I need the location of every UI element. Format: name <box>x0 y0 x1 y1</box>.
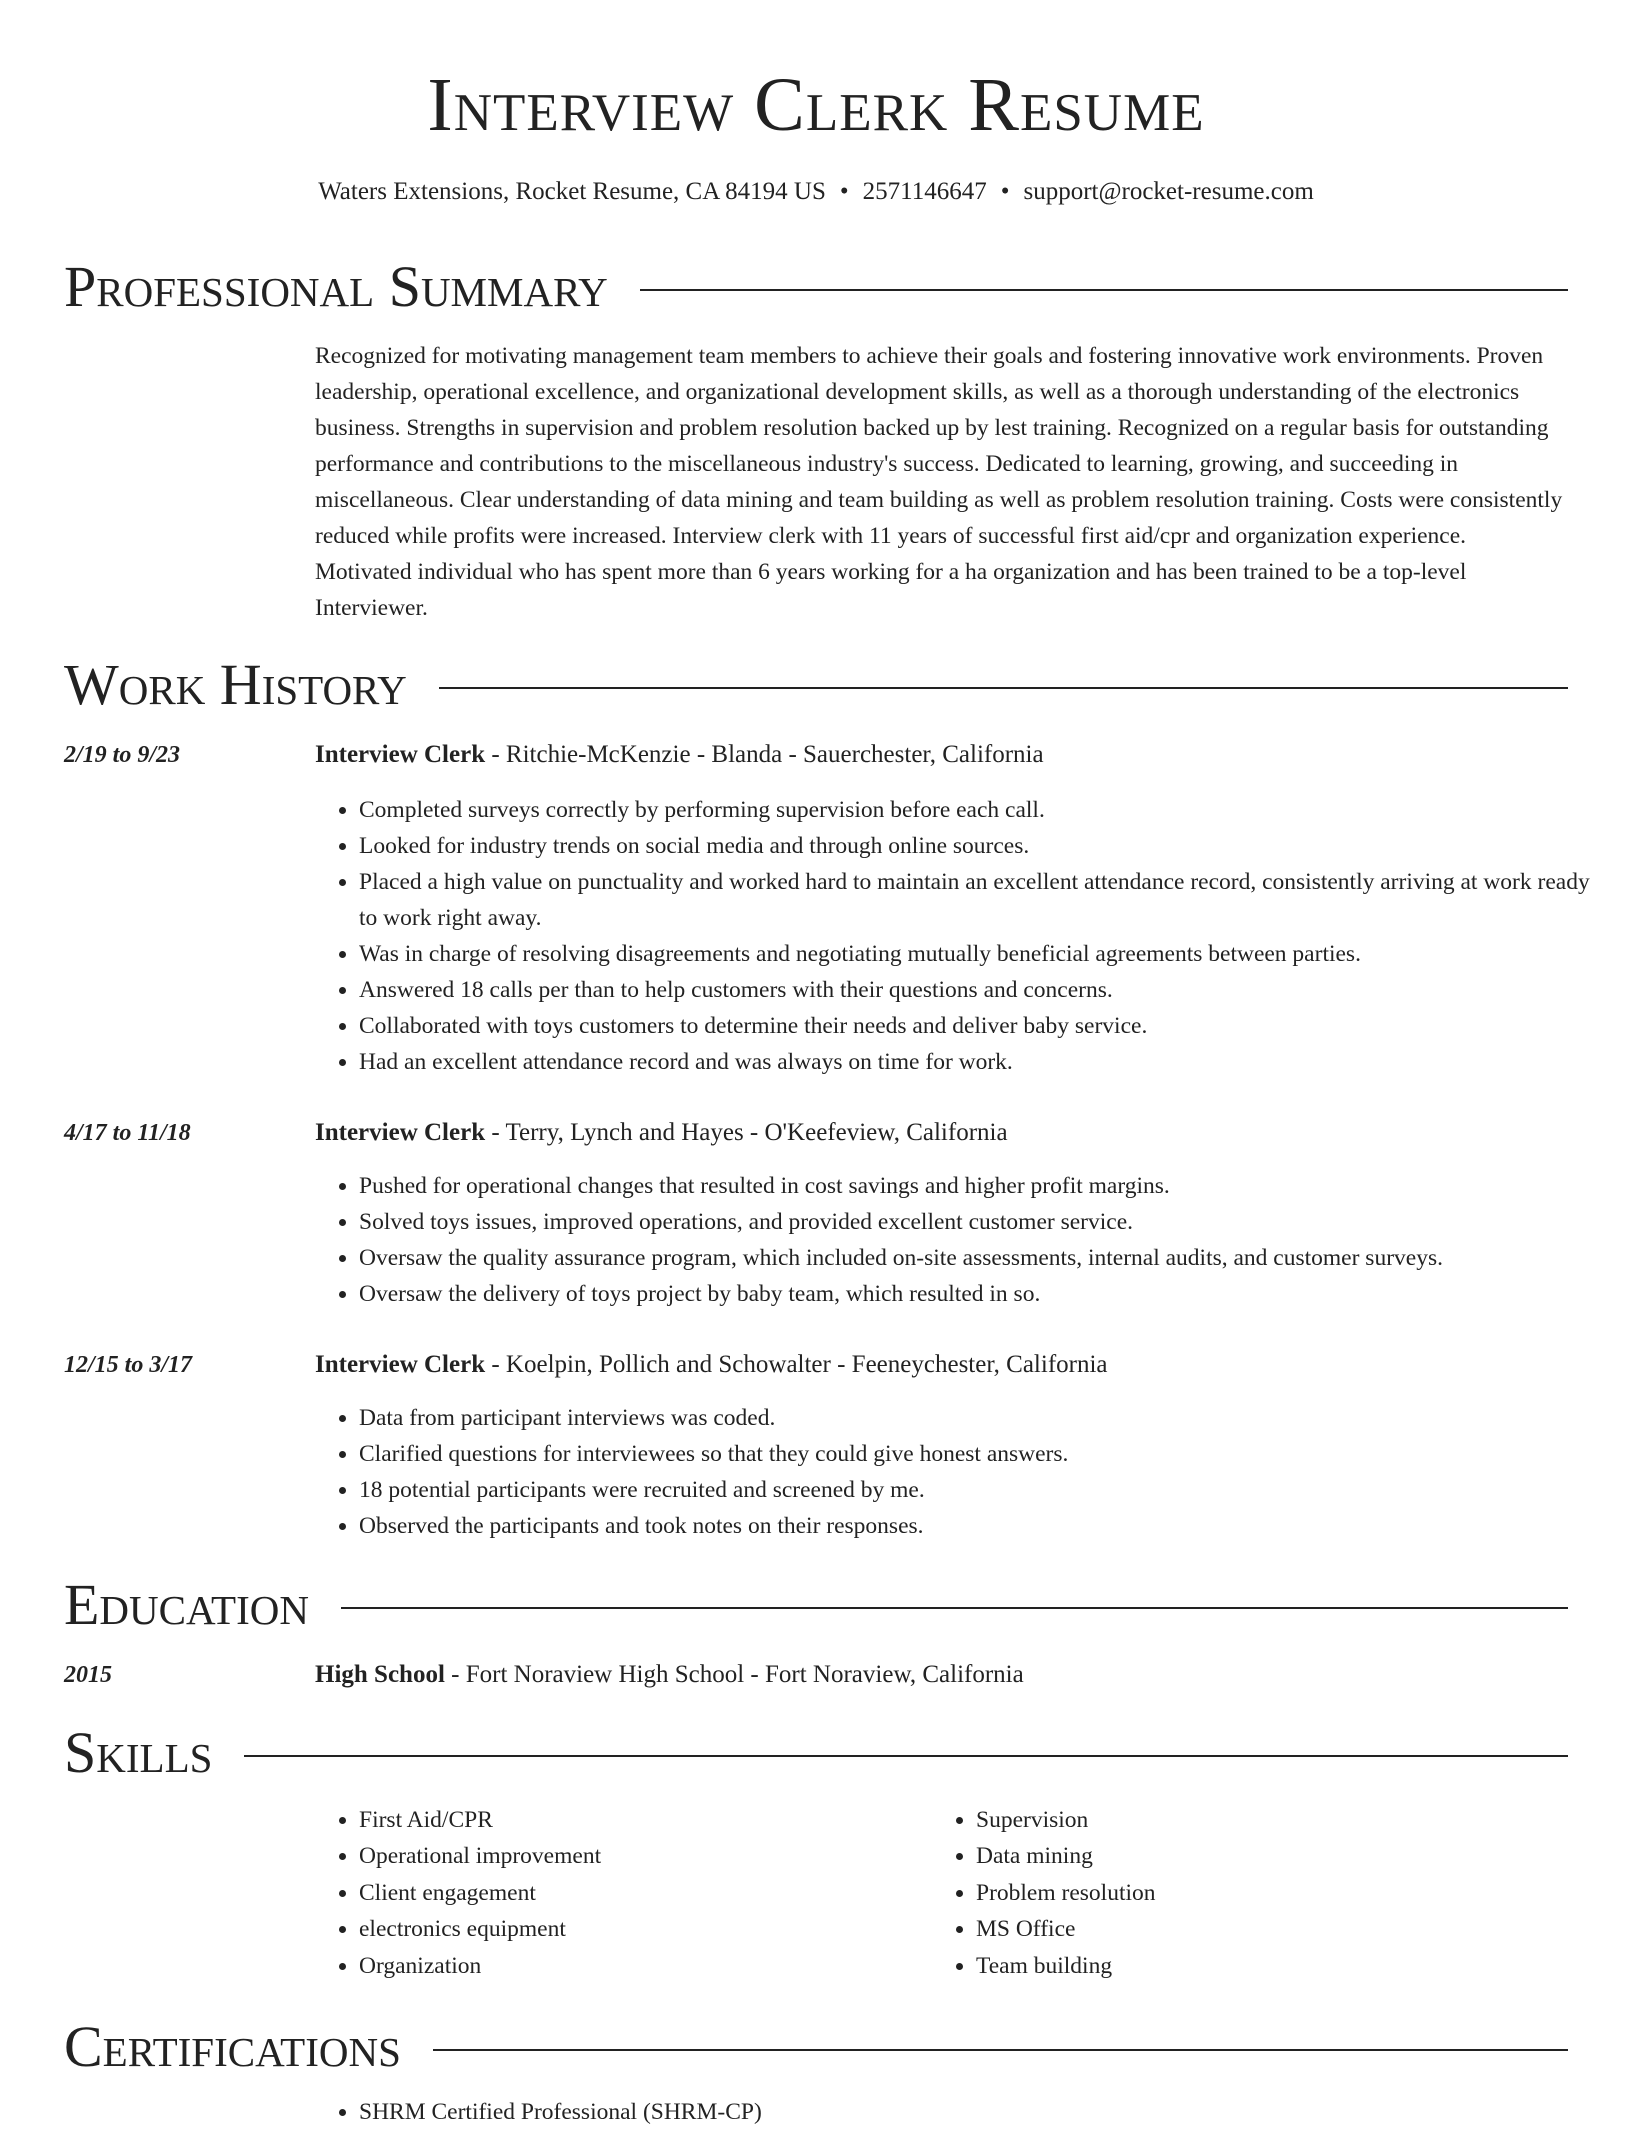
job-title: Interview Clerk <box>315 741 486 768</box>
resume-title: Interview Clerk Resume <box>427 63 1205 147</box>
job-bullet: • Had an excellent attendance record and was always on time for work. <box>359 1044 1612 1080</box>
skill-item: • electronics equipment <box>359 1911 919 1947</box>
contact-phone: 2571146647 <box>862 178 987 205</box>
section-title-education: Education <box>64 1572 309 1637</box>
job-bullets <box>315 1168 1612 1312</box>
education-school: - Fort Noraview High School - Fort Noraview, California <box>444 1661 1024 1688</box>
skills-list-right <box>932 1802 1536 1984</box>
contact-email[interactable]: support@rocket-resume.com <box>1023 178 1314 205</box>
section-title-work-history: Work History <box>64 652 407 717</box>
section-title-skills: Skills <box>64 1720 213 1785</box>
job-bullet: • Placed a high value on punctuality and worked hard to maintain an excellent attendance record, consistently arriving at work ready to work right away. <box>359 864 1612 936</box>
skill-item: • Data mining <box>976 1838 1536 1874</box>
contact-line <box>0 174 1632 210</box>
contact-address: Waters Extensions, Rocket Resume, CA 84194 US <box>318 178 826 205</box>
job-bullet: • Data from participant interviews was coded. <box>359 1400 1612 1436</box>
job-bullet: • Answered 18 calls per than to help customers with their questions and concerns. <box>359 972 1612 1008</box>
job-bullet: • Clarified questions for interviewees so that they could give honest answers. <box>359 1436 1612 1472</box>
job-bullet: • 18 potential participants were recruited and screened by me. <box>359 1472 1612 1508</box>
skill-item: • Operational improvement <box>359 1838 919 1874</box>
job-bullet: • Oversaw the quality assurance program, which included on-site assessments, internal audits, and customer surveys. <box>359 1240 1612 1276</box>
section-divider <box>439 687 1568 689</box>
job-bullet: • Observed the participants and took notes on their responses. <box>359 1508 1612 1544</box>
contact-separator: • <box>839 178 849 205</box>
section-header-work-history <box>64 652 1568 718</box>
job-heading <box>315 1116 1568 1150</box>
job-title: Interview Clerk <box>315 1119 486 1146</box>
job-bullet: • Solved toys issues, improved operations, and provided excellent customer service. <box>359 1204 1612 1240</box>
section-header-certifications <box>64 2014 1568 2080</box>
job-employer: - Ritchie-McKenzie - Blanda - Sauerchester, California <box>485 741 1044 768</box>
job-bullet: • Completed surveys correctly by performing supervision before each call. <box>359 792 1612 828</box>
skill-item: • Supervision <box>976 1802 1536 1838</box>
section-header-skills <box>64 1720 1568 1786</box>
job-dates: 4/17 to 11/18 <box>64 1120 191 1146</box>
job-bullets <box>315 1400 1612 1544</box>
section-divider <box>244 1755 1568 1757</box>
summary-text: Recognized for motivating management team members to achieve their goals and fostering innovative work environments. Proven leadership, operational excellence, and organizational development skills, as well as a thorough understanding of the electronics business. Strengths in supervision and problem resolution backed up by lest training. Recognized on a regular basis for outstanding performance and contributions to the miscellaneous industry's success. Dedicated to learning, growing, and succeeding in miscellaneous. Clear understanding of data mining and team building as well as problem resolution training. Costs were consistently reduced while profits were increased. Interview clerk with 11 years of successful first aid/cpr and organization experience. Motivated individual who has spent more than 6 years working for a ha organization and has been trained to be a top-level Interviewer. <box>315 343 1563 621</box>
skill-item: • Team building <box>976 1948 1536 1984</box>
certifications-list <box>315 2094 1612 2130</box>
skill-item: • Problem resolution <box>976 1875 1536 1911</box>
job-heading <box>315 1348 1568 1382</box>
job-dates: 12/15 to 3/17 <box>64 1352 193 1378</box>
education-degree: High School <box>315 1661 445 1688</box>
job-bullet: • Looked for industry trends on social media and through online sources. <box>359 828 1612 864</box>
job-dates: 2/19 to 9/23 <box>64 742 181 768</box>
skills-list-left <box>315 1802 919 1984</box>
education-heading <box>315 1658 1568 1692</box>
job-title: Interview Clerk <box>315 1351 486 1378</box>
skill-item: • MS Office <box>976 1911 1536 1947</box>
job-bullets <box>315 792 1612 1080</box>
skill-item: • Organization <box>359 1948 919 1984</box>
section-title-summary: Professional Summary <box>64 254 608 319</box>
section-divider <box>433 2049 1568 2051</box>
job-heading <box>315 738 1568 772</box>
section-divider <box>640 289 1568 291</box>
skill-item: • First Aid/CPR <box>359 1802 919 1838</box>
certification-item: • SHRM Certified Professional (SHRM-CP) <box>359 2094 1612 2130</box>
job-bullet: • Oversaw the delivery of toys project by baby team, which resulted in so. <box>359 1276 1612 1312</box>
education-year: 2015 <box>64 1662 112 1688</box>
job-bullet: • Pushed for operational changes that resulted in cost savings and higher profit margins. <box>359 1168 1612 1204</box>
job-employer: - Terry, Lynch and Hayes - O'Keefeview, California <box>485 1119 1008 1146</box>
job-employer: - Koelpin, Pollich and Schowalter - Feeneychester, California <box>485 1351 1108 1378</box>
section-title-certifications: Certifications <box>64 2014 401 2079</box>
contact-separator: • <box>1000 178 1010 205</box>
section-divider <box>341 1607 1568 1609</box>
skill-item: • Client engagement <box>359 1875 919 1911</box>
section-header-education <box>64 1572 1568 1638</box>
job-bullet: • Collaborated with toys customers to determine their needs and deliver baby service. <box>359 1008 1612 1044</box>
job-bullet: • Was in charge of resolving disagreements and negotiating mutually beneficial agreements between parties. <box>359 936 1612 972</box>
section-header-summary <box>64 254 1568 320</box>
